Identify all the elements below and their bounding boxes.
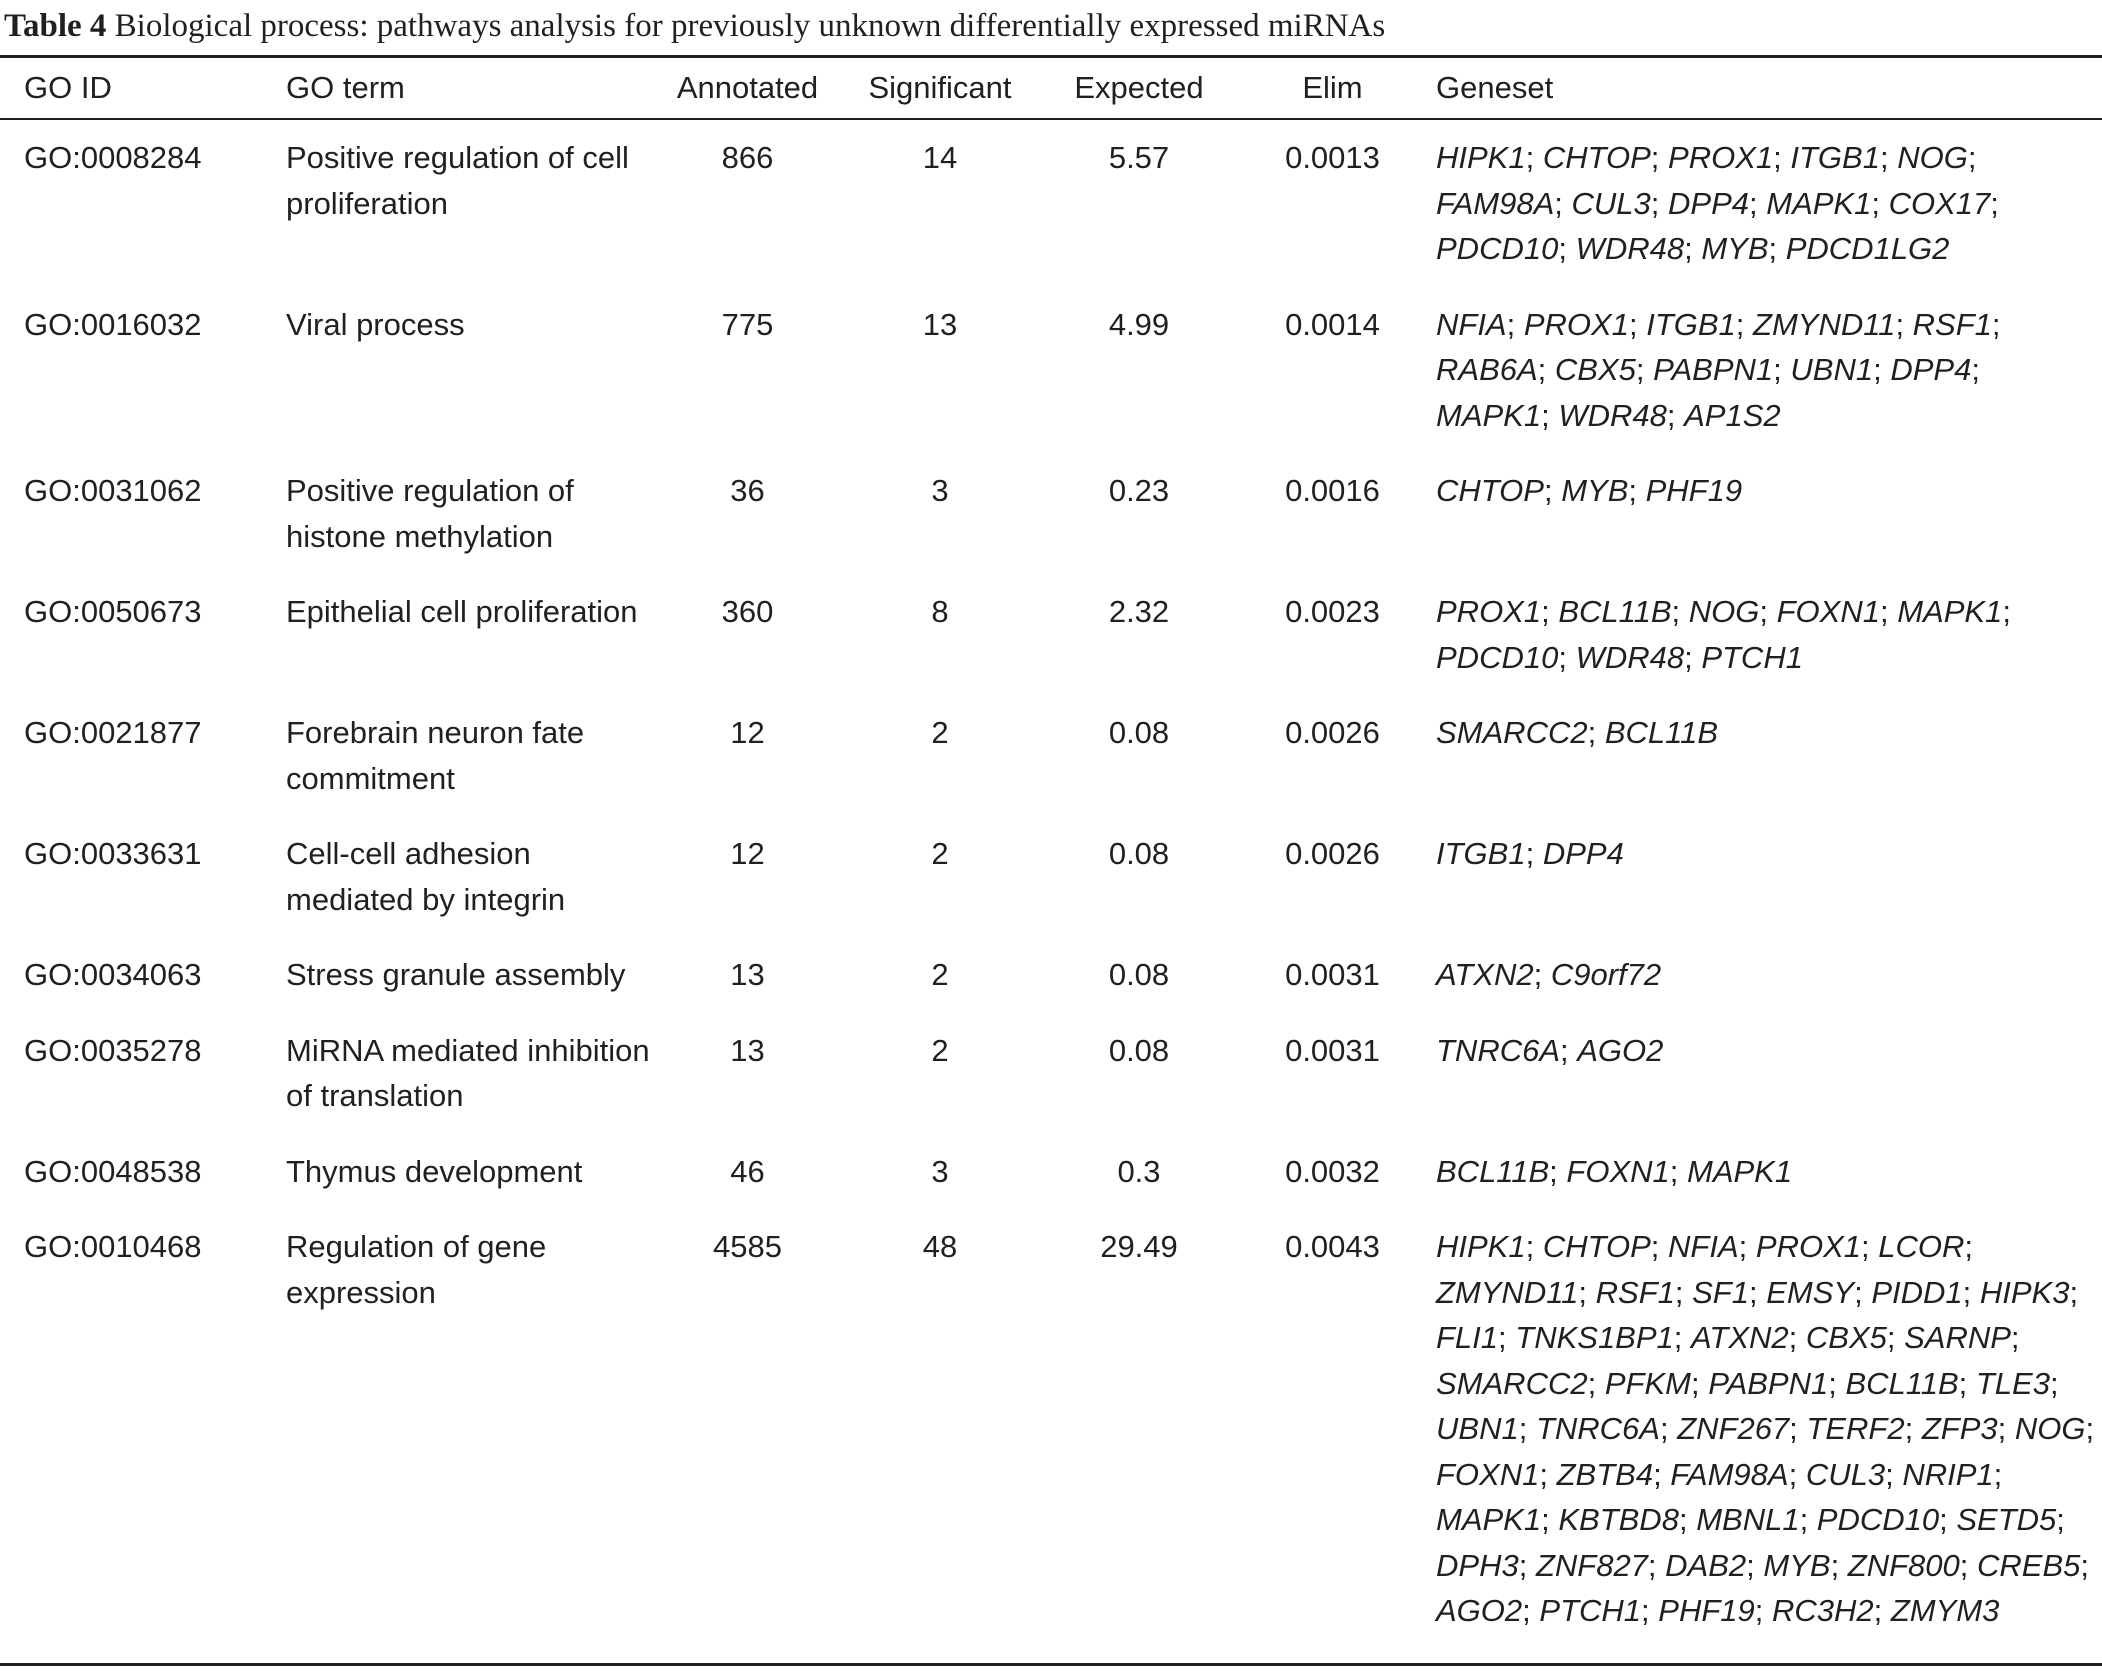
cell-go-term: MiRNA mediated inhibition of translation: [286, 1032, 650, 1113]
gene-symbol: BCL11B: [1845, 1365, 1959, 1401]
header-elim: Elim: [1302, 70, 1363, 105]
gene-symbol: FOXN1: [1776, 594, 1880, 629]
table-row: [0, 122, 2102, 292]
cell-go-id: GO:0016032: [24, 306, 202, 342]
gene-symbol: AP1S2: [1684, 397, 1781, 433]
cell-go-term: Epithelial cell proliferation: [286, 594, 638, 629]
cell-go-term: Viral process: [286, 306, 465, 342]
cell-geneset: NFIA; PROX1; ITGB1; ZMYND11; RSF1; RAB6A; CBX5; PABPN1; UBN1; DPP4; MAPK1; WDR48; AP1S2: [1436, 306, 2001, 433]
gene-symbol: BCL11B: [1558, 594, 1672, 629]
cell-geneset: CHTOP; MYB; PHF19: [1436, 473, 1743, 508]
gene-symbol: MYB: [1763, 1547, 1831, 1583]
gene-symbol: RSF1: [1912, 306, 1992, 342]
cell-annotated: 4585: [713, 1229, 782, 1264]
gene-symbol: NFIA: [1436, 306, 1507, 342]
gene-symbol: PIDD1: [1871, 1274, 1963, 1310]
header-expected: Expected: [1074, 70, 1204, 105]
gene-symbol: SMARCC2: [1436, 715, 1588, 750]
cell-significant: 14: [922, 140, 958, 175]
gene-symbol: WDR48: [1575, 231, 1685, 266]
cell-expected: 4.99: [1108, 306, 1170, 342]
cell-go-term: Cell-cell adhesion mediated by integrin: [286, 836, 566, 917]
cell-geneset: HIPK1; CHTOP; PROX1; ITGB1; NOG; FAM98A; CUL3; DPP4; MAPK1; COX17; PDCD10; WDR48; MYB; PDCD1LG2: [1436, 140, 1999, 266]
gene-symbol: CREB5: [1977, 1547, 2081, 1583]
cell-go-id: GO:0050673: [24, 594, 202, 629]
gene-symbol: PROX1: [1755, 1229, 1861, 1264]
gene-symbol: NOG: [1688, 594, 1760, 629]
table-row: [0, 292, 2102, 459]
gene-symbol: SETD5: [1956, 1502, 2057, 1537]
cell-go-id: GO:0034063: [24, 957, 202, 992]
cell-significant: 48: [922, 1229, 958, 1264]
gene-symbol: PFKM: [1604, 1365, 1691, 1401]
gene-symbol: DAB2: [1665, 1547, 1747, 1583]
cell-expected: 0.08: [1108, 715, 1170, 750]
header-go-term: GO term: [286, 70, 405, 105]
cell-go-term: Positive regulation of histone methylation: [286, 473, 574, 554]
table-title: Biological process: pathways analysis for previously unknown differentially expressed miRNAs: [106, 8, 1386, 44]
gene-symbol: PDCD1LG2: [1785, 231, 1950, 266]
table-label: Table 4: [4, 8, 107, 44]
gene-symbol: DPP4: [1668, 185, 1750, 221]
cell-expected: 5.57: [1108, 140, 1170, 175]
gene-symbol: COX17: [1888, 185, 1991, 221]
cell-go-id: GO:0035278: [24, 1032, 202, 1068]
gene-symbol: C9orf72: [1550, 957, 1662, 992]
table-row: [0, 700, 2102, 821]
cell-annotated: 360: [721, 594, 774, 629]
cell-go-term: Forebrain neuron fate commitment: [286, 715, 585, 796]
gene-symbol: HIPK1: [1436, 1229, 1526, 1264]
cell-geneset: TNRC6A; AGO2: [1436, 1032, 1664, 1068]
cell-annotated: 13: [730, 957, 765, 992]
cell-elim: 0.0031: [1285, 1032, 1380, 1068]
gene-symbol: WDR48: [1558, 397, 1667, 433]
cell-annotated: 866: [721, 140, 774, 175]
table-row: [0, 1214, 2102, 1654]
cell-elim: 0.0023: [1285, 594, 1380, 629]
gene-symbol: RAB6A: [1436, 352, 1538, 387]
gene-symbol: CUL3: [1805, 1456, 1886, 1492]
header-geneset: Geneset: [1436, 70, 1554, 105]
gene-symbol: PABPN1: [1708, 1365, 1829, 1401]
cell-elim: 0.0043: [1285, 1229, 1380, 1264]
cell-annotated: 36: [730, 473, 765, 508]
cell-elim: 0.0026: [1285, 836, 1380, 871]
cell-significant: 3: [931, 1153, 949, 1189]
cell-expected: 2.32: [1108, 594, 1170, 629]
cell-significant: 2: [931, 957, 949, 992]
cell-expected: 29.49: [1100, 1229, 1178, 1264]
gene-symbol: NRIP1: [1902, 1456, 1994, 1492]
gene-symbol: CUL3: [1571, 185, 1651, 221]
gene-symbol: MAPK1: [1436, 397, 1542, 433]
gene-symbol: PHF19: [1645, 473, 1743, 508]
cell-elim: 0.0032: [1285, 1153, 1380, 1189]
header-annotated: Annotated: [676, 70, 819, 105]
cell-geneset: BCL11B; FOXN1; MAPK1: [1436, 1153, 1793, 1189]
gene-symbol: NOG: [2014, 1411, 2086, 1446]
gene-symbol: KBTBD8: [1558, 1502, 1679, 1537]
gene-symbol: SF1: [1692, 1274, 1749, 1310]
gene-symbol: MAPK1: [1436, 1502, 1542, 1537]
cell-elim: 0.0013: [1285, 140, 1380, 175]
gene-symbol: WDR48: [1575, 639, 1685, 675]
gene-symbol: TLE3: [1975, 1365, 2050, 1401]
gene-symbol: AGO2: [1436, 1593, 1523, 1628]
gene-symbol: ZNF267: [1677, 1411, 1790, 1446]
gene-symbol: MAPK1: [1897, 594, 2003, 629]
gene-symbol: CBX5: [1554, 352, 1636, 387]
table-row: [0, 942, 2102, 1018]
cell-geneset: PROX1; BCL11B; NOG; FOXN1; MAPK1; PDCD10; WDR48; PTCH1: [1436, 594, 2011, 675]
cell-significant: 2: [931, 715, 949, 750]
gene-symbol: MYB: [1701, 231, 1769, 266]
cell-geneset: HIPK1; CHTOP; NFIA; PROX1; LCOR; ZMYND11; RSF1; SF1; EMSY; PIDD1; HIPK3; FLI1; TNKS1BP1; ATXN2; CBX5; SARNP; SMARCC2; PFKM; PABPN1; BCL11B; TLE3; UBN1; TNRC6A; ZNF267; TERF2; ZFP3; NOG; FOXN1; ZBTB4; FAM98A; CUL3; NRIP1; MAPK1; KBTBD8; MBNL1; PDCD10; SETD5; DPH3; ZNF827; DAB2; MYB; ZNF800; CREB5; AGO2; PTCH1; PHF19; RC3H2; ZMYM3: [1436, 1229, 2095, 1628]
gene-symbol: BCL11B: [1604, 715, 1718, 750]
cell-expected: 0.08: [1108, 957, 1170, 992]
gene-symbol: RSF1: [1595, 1274, 1675, 1310]
cell-annotated: 12: [730, 836, 765, 871]
gene-symbol: PROX1: [1668, 140, 1774, 175]
gene-symbol: AGO2: [1577, 1032, 1664, 1068]
gene-symbol: ITGB1: [1646, 306, 1736, 342]
gene-symbol: PDCD10: [1816, 1502, 1940, 1537]
gene-symbol: CHTOP: [1542, 140, 1651, 175]
gene-symbol: NOG: [1897, 140, 1968, 175]
gene-symbol: PDCD10: [1436, 639, 1559, 675]
gene-symbol: TNKS1BP1: [1515, 1320, 1674, 1355]
gene-symbol: FOXN1: [1566, 1153, 1670, 1189]
gene-symbol: PROX1: [1523, 306, 1629, 342]
gene-symbol: EMSY: [1766, 1274, 1855, 1310]
gene-symbol: NFIA: [1668, 1229, 1739, 1264]
gene-symbol: DPP4: [1542, 836, 1624, 871]
cell-geneset: ITGB1; DPP4: [1436, 836, 1624, 871]
cell-annotated: 13: [730, 1032, 765, 1068]
gene-symbol: ZNF827: [1535, 1547, 1648, 1583]
cell-annotated: 775: [721, 306, 774, 342]
gene-symbol: HIPK3: [1979, 1274, 2070, 1310]
cell-go-id: GO:0048538: [24, 1153, 202, 1189]
gene-symbol: ITGB1: [1790, 140, 1880, 175]
cell-geneset: SMARCC2; BCL11B: [1436, 715, 1718, 750]
cell-expected: 0.08: [1108, 1032, 1170, 1068]
gene-symbol: ATXN2: [1436, 957, 1534, 992]
gene-symbol: FOXN1: [1436, 1456, 1540, 1492]
cell-significant: 8: [931, 594, 949, 629]
gene-symbol: PDCD10: [1436, 231, 1559, 266]
cell-elim: 0.0014: [1285, 306, 1380, 342]
header-go-id: GO ID: [24, 70, 112, 105]
gene-symbol: LCOR: [1878, 1229, 1965, 1264]
gene-symbol: PTCH1: [1701, 639, 1803, 675]
gene-symbol: PTCH1: [1539, 1593, 1642, 1628]
cell-elim: 0.0026: [1285, 715, 1380, 750]
cell-expected: 0.23: [1108, 473, 1170, 508]
cell-annotated: 12: [730, 715, 765, 750]
cell-go-id: GO:0008284: [24, 140, 202, 175]
table-bottom-rule: [0, 1663, 2102, 1666]
gene-symbol: PHF19: [1658, 1593, 1755, 1628]
gene-symbol: RC3H2: [1771, 1593, 1874, 1628]
table-header-row: [0, 62, 2102, 122]
gene-symbol: ITGB1: [1436, 836, 1526, 871]
gene-symbol: TERF2: [1806, 1411, 1905, 1446]
cell-go-id: GO:0010468: [24, 1229, 202, 1264]
table-row: [0, 1139, 2102, 1215]
cell-geneset: ATXN2; C9orf72: [1436, 957, 1662, 992]
table-body: [0, 122, 2102, 1654]
gene-symbol: ZBTB4: [1556, 1456, 1654, 1492]
gene-symbol: FLI1: [1436, 1320, 1499, 1355]
gene-symbol: TNRC6A: [1535, 1411, 1660, 1446]
table-caption: [4, 6, 1385, 46]
gene-symbol: CHTOP: [1436, 473, 1544, 508]
gene-symbol: MAPK1: [1766, 185, 1872, 221]
cell-go-id: GO:0031062: [24, 473, 202, 508]
gene-symbol: SARNP: [1904, 1320, 2011, 1355]
table-top-rule: [0, 55, 2102, 58]
gene-symbol: MAPK1: [1687, 1153, 1793, 1189]
gene-symbol: FAM98A: [1670, 1456, 1789, 1492]
gene-symbol: MYB: [1561, 473, 1629, 508]
gene-symbol: TNRC6A: [1436, 1032, 1561, 1068]
gene-symbol: FAM98A: [1436, 185, 1555, 221]
cell-go-term: Regulation of gene expression: [286, 1229, 547, 1310]
cell-go-id: GO:0033631: [24, 836, 202, 871]
cell-go-id: GO:0021877: [24, 715, 202, 750]
gene-symbol: PROX1: [1436, 594, 1542, 629]
table-row: [0, 458, 2102, 579]
cell-expected: 0.3: [1117, 1153, 1161, 1189]
gene-symbol: BCL11B: [1436, 1153, 1550, 1189]
gene-symbol: ZMYM3: [1890, 1593, 2000, 1628]
cell-annotated: 46: [730, 1153, 765, 1189]
gene-symbol: UBN1: [1790, 352, 1874, 387]
cell-significant: 2: [931, 836, 949, 871]
cell-go-term: Stress granule assembly: [286, 957, 626, 992]
cell-significant: 13: [922, 306, 958, 342]
gene-symbol: DPH3: [1436, 1547, 1519, 1583]
gene-symbol: UBN1: [1436, 1411, 1519, 1446]
cell-elim: 0.0031: [1285, 957, 1380, 992]
table-row: [0, 821, 2102, 942]
gene-symbol: ZFP3: [1921, 1411, 1998, 1446]
cell-significant: 3: [931, 473, 949, 508]
gene-symbol: CHTOP: [1542, 1229, 1651, 1264]
gene-symbol: CBX5: [1805, 1320, 1887, 1355]
table-row: [0, 579, 2102, 700]
gene-symbol: SMARCC2: [1436, 1365, 1588, 1401]
gene-symbol: HIPK1: [1436, 140, 1526, 175]
gene-symbol: ZMYND11: [1753, 306, 1896, 342]
gene-symbol: ZNF800: [1847, 1547, 1960, 1583]
go-pathways-table: [0, 62, 2102, 1654]
cell-go-term: Positive regulation of cell proliferation: [286, 140, 629, 221]
gene-symbol: MBNL1: [1696, 1502, 1800, 1537]
gene-symbol: DPP4: [1890, 352, 1972, 387]
cell-expected: 0.08: [1108, 836, 1170, 871]
table-row: [0, 1018, 2102, 1139]
gene-symbol: ZMYND11: [1436, 1274, 1579, 1310]
cell-go-term: Thymus development: [286, 1153, 583, 1189]
gene-symbol: PABPN1: [1653, 352, 1774, 387]
cell-elim: 0.0016: [1285, 473, 1380, 508]
header-significant: Significant: [868, 70, 1012, 105]
gene-symbol: ATXN2: [1691, 1320, 1789, 1355]
cell-significant: 2: [931, 1032, 949, 1068]
